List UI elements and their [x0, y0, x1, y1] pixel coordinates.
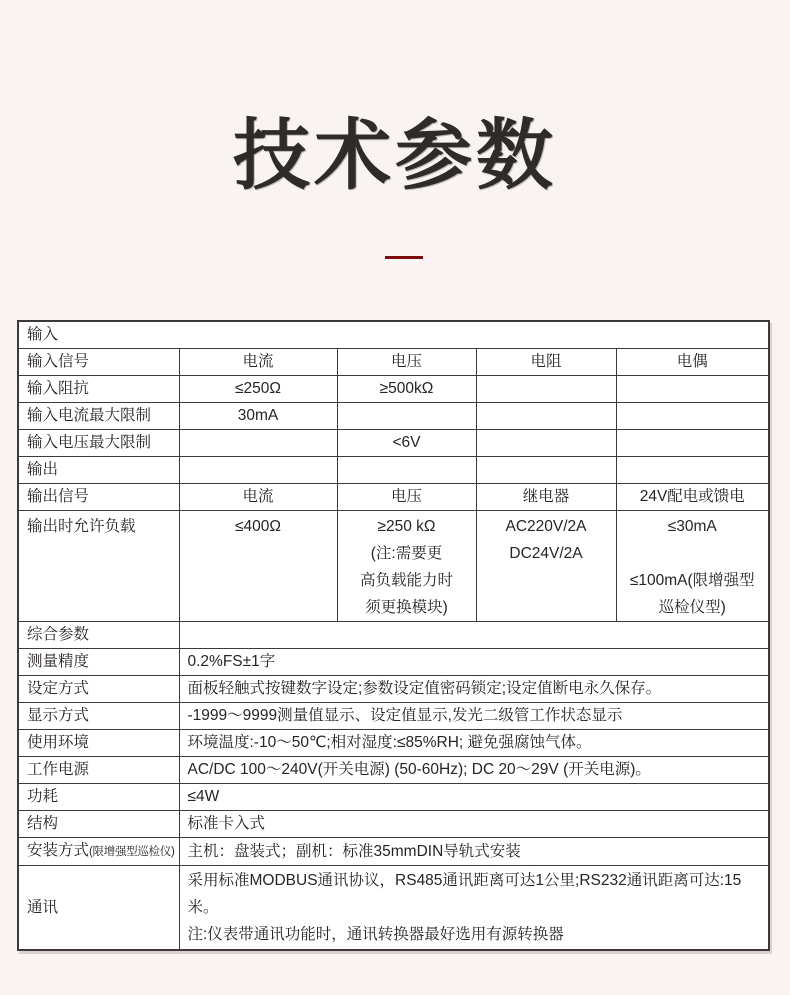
value-cell	[616, 430, 769, 457]
cell-line: 输出时允许负载	[27, 518, 136, 535]
value-cell	[476, 376, 616, 403]
value-cell	[179, 866, 769, 951]
table-row	[18, 866, 769, 951]
table-row	[18, 811, 769, 838]
row-label-cell: 安装方式(限增强型巡检仪)	[18, 838, 179, 866]
spec-table-body	[18, 321, 769, 950]
value-cell	[179, 622, 769, 649]
value-cell	[476, 403, 616, 430]
table-row	[18, 349, 769, 376]
section-label-cell: 输入	[18, 321, 769, 349]
value-cell	[476, 457, 616, 484]
table-row	[18, 484, 769, 511]
row-label-cell: 显示方式	[18, 703, 179, 730]
row-label-cell: 输入阻抗	[18, 376, 179, 403]
value-cell	[179, 457, 337, 484]
cell-line: 巡检仪型)	[658, 599, 726, 616]
value-cell: 标准卡入式	[179, 811, 769, 838]
cell-line: (注:需要更	[370, 545, 443, 562]
cell-line: 须更换模块)	[365, 599, 448, 616]
value-cell: ≥500kΩ	[337, 376, 476, 403]
value-cell: 24V配电或馈电	[616, 484, 769, 511]
table-row	[18, 703, 769, 730]
value-cell	[337, 403, 476, 430]
value-cell: AC/DC 100～240V(开关电源) (50-60Hz); DC 20～29V (开关电源)。	[179, 757, 769, 784]
value-cell: 主机：盘装式；副机：标准35mmDIN导轨式安装	[179, 838, 769, 866]
row-label-cell: 综合参数	[18, 622, 179, 649]
row-label-cell: 通讯	[18, 866, 179, 951]
value-cell	[179, 430, 337, 457]
value-cell	[337, 511, 476, 622]
cell-line: AC220V/2A	[505, 518, 587, 535]
cell-line: ≤30mA	[667, 518, 717, 535]
value-cell: -1999～9999测量值显示、设定值显示,发光二级管工作状态显示	[179, 703, 769, 730]
table-row	[18, 757, 769, 784]
cell-line: 注:仪表带通讯功能时，通讯转换器最好选用有源转换器	[187, 926, 564, 943]
row-label-cell: 结构	[18, 811, 179, 838]
value-cell	[476, 511, 616, 622]
value-cell	[616, 376, 769, 403]
row-label-cell: 输入电压最大限制	[18, 430, 179, 457]
table-row	[18, 321, 769, 349]
value-cell: 30mA	[179, 403, 337, 430]
value-cell: 电压	[337, 484, 476, 511]
value-cell	[337, 457, 476, 484]
table-row	[18, 730, 769, 757]
value-cell: ≤250Ω	[179, 376, 337, 403]
table-row	[18, 676, 769, 703]
cell-line: DC24V/2A	[509, 545, 583, 562]
table-row	[18, 430, 769, 457]
value-cell	[616, 403, 769, 430]
table-row	[18, 376, 769, 403]
cell-line: ≤400Ω	[235, 518, 281, 535]
spec-table	[17, 320, 770, 951]
value-cell: 面板轻触式按键数字设定;参数设定值密码锁定;设定值断电永久保存。	[179, 676, 769, 703]
table-row	[18, 649, 769, 676]
value-cell	[616, 457, 769, 484]
value-cell	[179, 511, 337, 622]
value-cell: 电压	[337, 349, 476, 376]
value-cell: ≤4W	[179, 784, 769, 811]
value-cell: 0.2%FS±1字	[179, 649, 769, 676]
cell-line: 采用标准MODBUS通讯协议，RS485通讯距离可达1公里;RS232通讯距离可达:15米。	[187, 872, 742, 916]
table-row	[18, 511, 769, 622]
row-label-cell: 测量精度	[18, 649, 179, 676]
row-label-cell: 设定方式	[18, 676, 179, 703]
cell-line: ≤100mA(限增强型	[629, 572, 755, 589]
value-cell: 电流	[179, 349, 337, 376]
row-label-cell: 使用环境	[18, 730, 179, 757]
row-label-cell: 功耗	[18, 784, 179, 811]
table-row	[18, 403, 769, 430]
value-cell: 继电器	[476, 484, 616, 511]
title-underline-decoration	[385, 256, 423, 259]
value-cell: 电偶	[616, 349, 769, 376]
table-row	[18, 622, 769, 649]
row-label-cell: 输入电流最大限制	[18, 403, 179, 430]
value-cell	[476, 430, 616, 457]
row-label-cell: 输出	[18, 457, 179, 484]
row-label-qualifier: (限增强型巡检仪)	[89, 846, 175, 858]
value-cell	[616, 511, 769, 622]
table-row	[18, 838, 769, 866]
cell-line: ≥250 kΩ	[377, 518, 436, 535]
row-label-cell: 输出信号	[18, 484, 179, 511]
value-cell: <6V	[337, 430, 476, 457]
value-cell: 环境温度:-10～50℃;相对湿度:≤85%RH; 避免强腐蚀气体。	[179, 730, 769, 757]
cell-line	[625, 540, 761, 567]
value-cell: 电流	[179, 484, 337, 511]
table-row	[18, 457, 769, 484]
table-row	[18, 784, 769, 811]
page-title: 技术参数	[233, 113, 557, 199]
value-cell: 电阻	[476, 349, 616, 376]
row-label-cell: 工作电源	[18, 757, 179, 784]
row-label-cell: 输入信号	[18, 349, 179, 376]
row-label-cell	[18, 511, 179, 622]
cell-line: 高负载能力时	[359, 572, 453, 589]
